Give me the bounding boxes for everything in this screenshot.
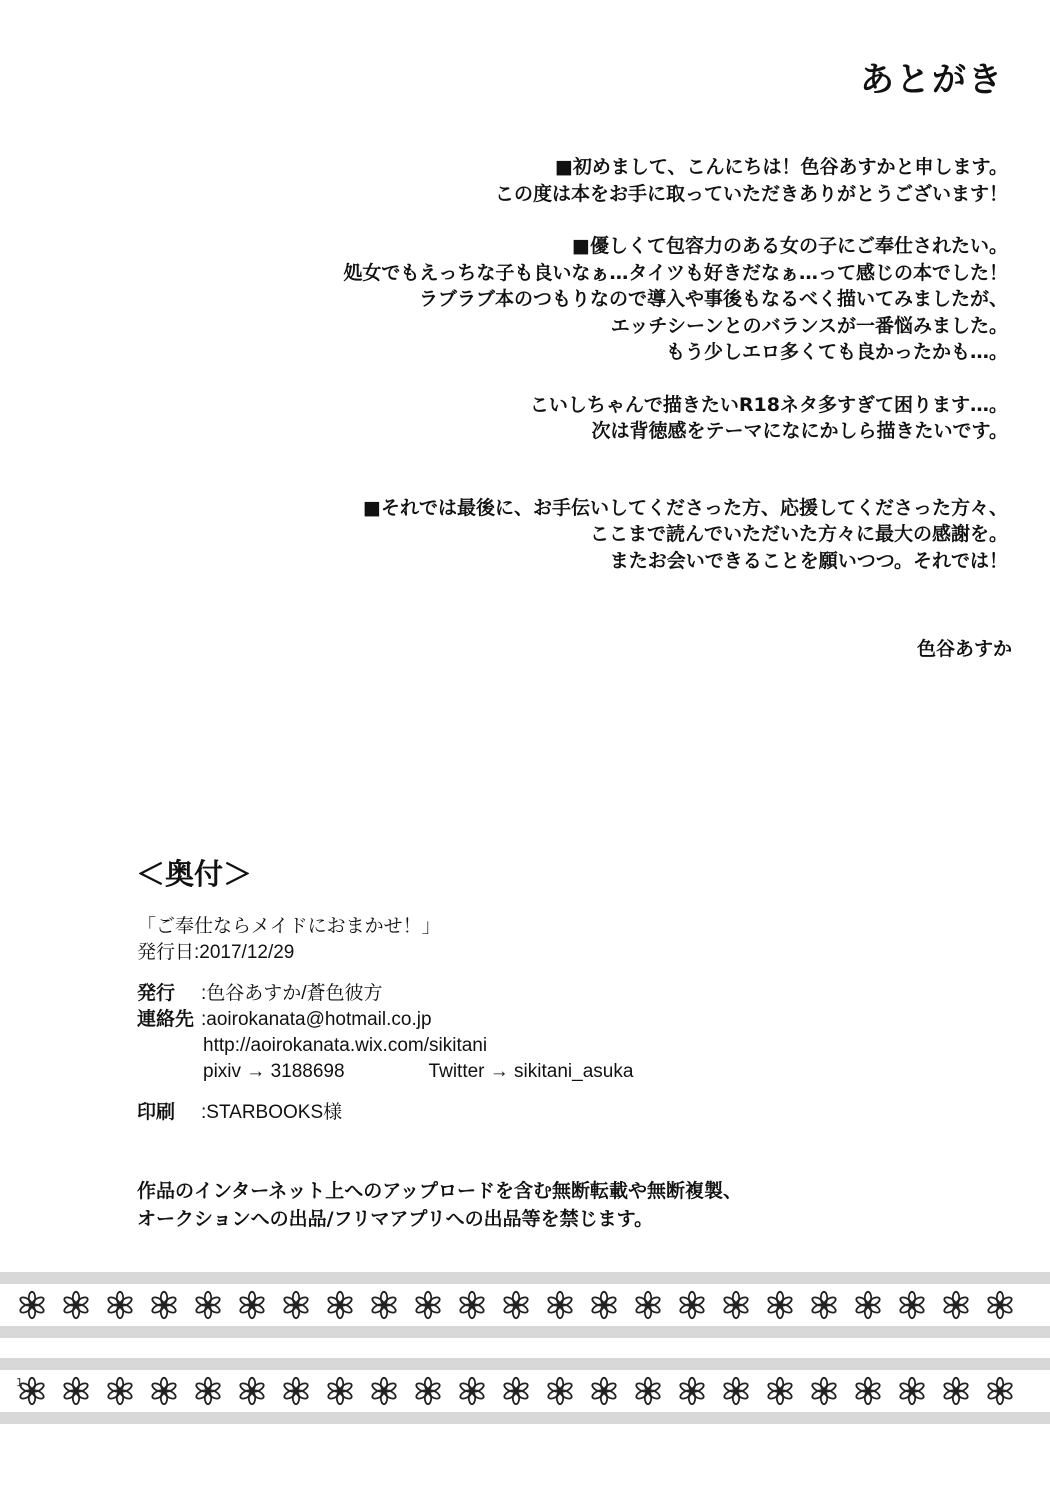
flower-icon: [107, 1292, 133, 1318]
flower-icon: [503, 1378, 529, 1404]
afterword-line: こいしちゃんで描きたいR18ネタ多すぎて困ります…。: [529, 393, 1008, 416]
flower-icon: [679, 1292, 705, 1318]
flower-icon: [151, 1292, 177, 1318]
flower-icon: [371, 1292, 397, 1318]
afterword-line: 次は背徳感をテーマになにかしら描きたいです。: [591, 420, 1008, 442]
flower-border-top: [0, 1268, 1050, 1340]
issue-date: 発行日:2017/12/29: [137, 942, 295, 963]
page-number: 1: [16, 1376, 23, 1389]
flower-icon: [195, 1378, 221, 1404]
flower-icon: [635, 1378, 661, 1404]
afterword-line: もう少しエロ多くても良かったかも…。: [665, 341, 1008, 363]
flower-icon: [459, 1292, 485, 1318]
flower-icon: [547, 1378, 573, 1404]
afterword-paragraph: [188, 233, 1008, 366]
flower-icon: [547, 1292, 573, 1318]
flower-icon: [723, 1378, 749, 1404]
issue-date-row: [137, 940, 837, 966]
colophon: [137, 914, 837, 1126]
flower-icon: [811, 1292, 837, 1318]
afterword-line: ■初めまして、こんにちは！色谷あすかと申します。: [554, 156, 1008, 178]
flower-icon: [327, 1378, 353, 1404]
flower-icon: [63, 1378, 89, 1404]
flower-border-bottom: [0, 1354, 1050, 1426]
flower-icon: [327, 1292, 353, 1318]
afterword-line: 処女でもえっちな子も良いなぁ…タイツも好きだなぁ…って感じの本でした！: [343, 261, 1008, 284]
flower-icon: [415, 1378, 441, 1404]
publisher-label: 発行: [137, 983, 176, 1004]
stipple-band: [0, 1326, 1050, 1338]
copyright-notice: [137, 1177, 742, 1233]
colophon-heading: ＜奥付＞: [136, 857, 253, 891]
flower-icon: [811, 1378, 837, 1404]
publisher-row: [137, 981, 837, 1007]
twitter-handle: Twitter → sikitani_asuka: [428, 1061, 634, 1082]
afterword-line: ラブラブ本のつもりなので導入や事後もなるべく描いてみましたが、: [418, 288, 1008, 310]
flower-icon: [151, 1378, 177, 1404]
contact-url: http://aoirokanata.wix.com/sikitani: [203, 1035, 488, 1056]
flower-border-graphic: [0, 1268, 1050, 1340]
flower-icon: [503, 1292, 529, 1318]
publisher-value: :色谷あすか/蒼色彼方: [201, 983, 383, 1004]
printer-row: [137, 1100, 837, 1126]
flower-icon: [899, 1378, 925, 1404]
flower-icon: [283, 1378, 309, 1404]
social-row: [137, 1059, 837, 1085]
afterword-paragraph: [188, 154, 1008, 207]
afterword-line: ■優しくて包容力のある女の子にご奉仕されたい。: [572, 235, 1008, 257]
contact-label: 連絡先: [137, 1009, 195, 1030]
stipple-band: [0, 1272, 1050, 1284]
flower-icon: [591, 1378, 617, 1404]
book-title-row: [137, 914, 837, 940]
afterword-body: [188, 154, 1008, 600]
printer-value: :STARBOOKS様: [201, 1102, 343, 1123]
book-title: 「ご奉仕ならメイドにおまかせ！」: [137, 916, 441, 937]
afterword-paragraph: [188, 392, 1008, 445]
afterword-line: ここまで読んでいただいた方々に最大の感謝を。: [589, 523, 1008, 545]
notice-line: 作品のインターネット上へのアップロードを含む無断転載や無断複製、: [137, 1180, 742, 1202]
afterword-line: またお会いできることを願いつつ。それでは！: [609, 549, 1008, 572]
printer-label: 印刷: [137, 1102, 176, 1123]
flower-icon: [239, 1378, 265, 1404]
afterword-line: エッチシーンとのバランスが一番悩みました。: [610, 314, 1008, 337]
flower-icon: [371, 1378, 397, 1404]
flower-icon: [283, 1292, 309, 1318]
afterword-paragraph: [188, 495, 1008, 575]
afterword-line: ■それでは最後に、お手伝いしてくださった方、応援してくださった方々、: [363, 496, 1008, 519]
flower-icon: [239, 1292, 265, 1318]
flower-icon: [899, 1292, 925, 1318]
flower-icon: [107, 1378, 133, 1404]
flower-icon: [767, 1378, 793, 1404]
afterword-line: この度は本をお手に取っていただきありがとうございます！: [494, 182, 1008, 205]
flower-icon: [679, 1378, 705, 1404]
flower-icon: [943, 1378, 969, 1404]
flower-icon: [987, 1292, 1013, 1318]
flower-border-graphic: [0, 1354, 1050, 1426]
flower-icon: [987, 1378, 1013, 1404]
flower-icon: [591, 1292, 617, 1318]
flower-icon: [459, 1378, 485, 1404]
flower-icon: [195, 1292, 221, 1318]
flower-icon: [855, 1378, 881, 1404]
author-signature: 色谷あすか: [916, 638, 1012, 660]
pixiv-id: pixiv → 3188698: [203, 1061, 345, 1082]
flower-icon: [415, 1292, 441, 1318]
notice-line: オークションへの出品/フリマアプリへの出品等を禁じます。: [137, 1208, 654, 1230]
flower-icon: [943, 1292, 969, 1318]
flower-icon: [855, 1292, 881, 1318]
flower-icon: [19, 1292, 45, 1318]
contact-email: :aoirokanata@hotmail.co.jp: [201, 1009, 432, 1030]
stipple-band: [0, 1358, 1050, 1370]
contact-url-row: [137, 1033, 837, 1059]
stipple-band: [0, 1412, 1050, 1424]
flower-icon: [767, 1292, 793, 1318]
flower-icon: [635, 1292, 661, 1318]
contact-row: [137, 1007, 837, 1033]
flower-icon: [63, 1292, 89, 1318]
afterword-title: あとがき: [860, 60, 1004, 100]
flower-icon: [723, 1292, 749, 1318]
